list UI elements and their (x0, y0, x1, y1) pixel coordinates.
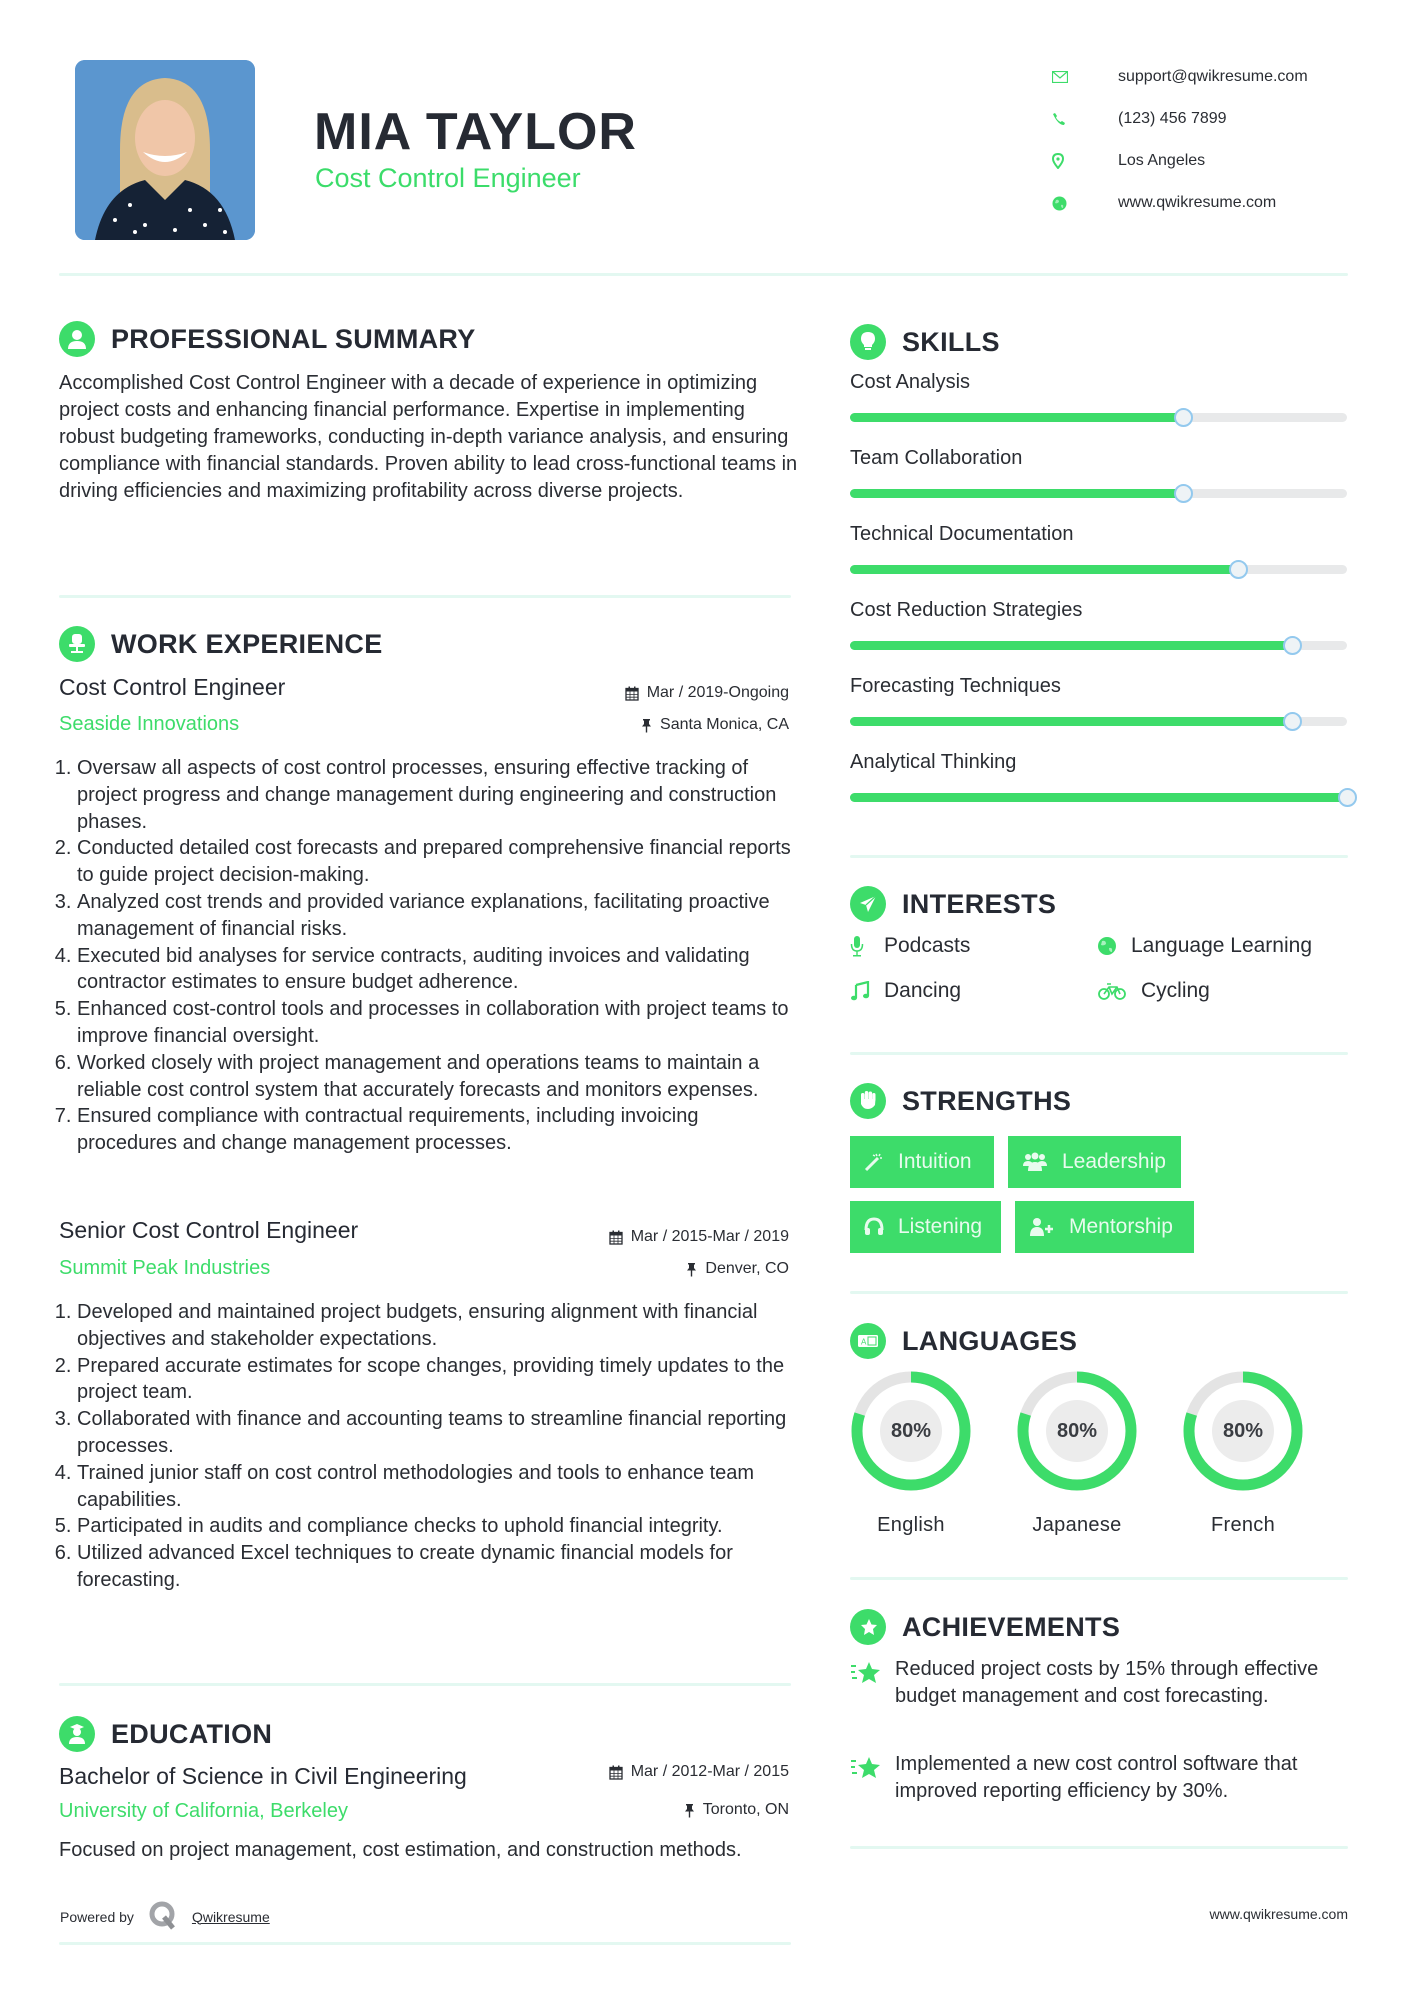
interests-heading: INTERESTS (850, 886, 1056, 922)
list-item: 1. Developed and maintained project budgets, ensuring alignment with financial objectives and stakeholder expectations. (77, 1299, 787, 1353)
calendar-icon (609, 1230, 623, 1245)
skill-slider-knob (1283, 636, 1302, 655)
list-item: 7. Ensured compliance with contractual requirements, including invoicing procedures and change management processes. (77, 1103, 797, 1157)
experience-divider (59, 1683, 791, 1686)
raised-fist-icon (850, 1083, 886, 1119)
job-responsibilities (47, 1299, 787, 1594)
contact-email[interactable]: support@qwikresume.com (1052, 56, 1308, 98)
skill-row: Technical Documentation (850, 523, 1350, 546)
skill-row: Analytical Thinking (850, 751, 1350, 774)
footer-divider (59, 1942, 791, 1945)
list-item: 3. Analyzed cost trends and provided variance explanations, facilitating proactive management of financial risks. (77, 889, 797, 943)
job-location: Denver, CO (686, 1260, 789, 1278)
job-location: Santa Monica, CA (641, 716, 789, 734)
school-name: University of California, Berkeley (59, 1800, 348, 1822)
shooting-star-icon (850, 1751, 895, 1804)
bicycle-icon (1097, 982, 1135, 1000)
education-description: Focused on project management, cost estimation, and construction methods. (59, 1839, 742, 1861)
achievements-heading: ACHIEVEMENTS (850, 1609, 1120, 1645)
list-item: 5. Participated in audits and compliance checks to uphold financial integrity. (77, 1513, 787, 1540)
powered-by: Powered by Qwikresume (60, 1900, 270, 1933)
job-company: Seaside Innovations (59, 713, 240, 735)
interest-item: Podcasts (850, 934, 970, 958)
phone-icon (1052, 112, 1082, 126)
education-dates: Mar / 2012-Mar / 2015 (609, 1763, 789, 1781)
language-japanese: 80% Japanese (1012, 1370, 1142, 1537)
languages-divider (850, 1577, 1348, 1580)
language-progress-ring: 80% (1182, 1370, 1304, 1492)
list-item: 3. Collaborated with finance and accounting teams to streamline financial reporting processes. (77, 1406, 787, 1460)
list-item: 2. Conducted detailed cost forecasts and prepared comprehensive financial reports to guide project decision-making. (77, 835, 797, 889)
achievement-item: Reduced project costs by 15% through effective budget management and cost forecasting. (850, 1656, 1370, 1709)
language-english: 80% English (846, 1370, 976, 1537)
skill-slider-knob (1229, 560, 1248, 579)
job-title: Cost Control Engineer (59, 674, 286, 700)
list-item: 4. Executed bid analyses for service contracts, auditing invoices and validating contractor estimates to ensure budget adherence. (77, 943, 797, 997)
qwikresume-link[interactable]: Qwikresume (191, 1908, 270, 1925)
graduate-icon (59, 1716, 95, 1752)
degree-title: Bachelor of Science in Civil Engineering (59, 1763, 467, 1789)
shooting-star-icon (850, 1656, 895, 1709)
skill-slider (850, 565, 1347, 574)
user-plus-icon (1029, 1217, 1055, 1237)
qwikresume-logo-icon (148, 1900, 178, 1933)
job-dates: Mar / 2019-Ongoing (625, 684, 789, 702)
skill-slider-knob (1283, 712, 1302, 731)
skill-slider (850, 413, 1347, 422)
skill-slider (850, 489, 1347, 498)
pushpin-icon (684, 1803, 695, 1818)
summary-text: Accomplished Cost Control Engineer with a decade of experience in optimizing project costs and enhancing financial performance. Expertise in implementing robust budgeting frameworks, conducting in-depth variance analysis, and ensuring compliance with financial standards. Proven ability to lead cross-functional teams in driving efficiencies and maximizing profitability across diverse projects. (59, 372, 798, 502)
skill-row: Cost Reduction Strategies (850, 599, 1350, 622)
magic-wand-icon (864, 1152, 884, 1172)
skills-divider (850, 855, 1348, 858)
profile-photo (75, 60, 255, 240)
header-divider (59, 273, 1348, 276)
job-company: Summit Peak Industries (59, 1257, 271, 1279)
contact-location: Los Angeles (1052, 140, 1308, 182)
skill-slider (850, 717, 1347, 726)
microphone-icon (850, 935, 878, 957)
experience-heading: WORK EXPERIENCE (59, 626, 383, 662)
skill-slider-knob (1174, 484, 1193, 503)
skill-slider (850, 793, 1347, 802)
interest-item: Cycling (1097, 979, 1210, 1003)
contact-phone[interactable]: (123) 456 7899 (1052, 98, 1308, 140)
achievement-item: Implemented a new cost control software that improved reporting efficiency by 30%. (850, 1751, 1370, 1804)
interest-item: Language Learning (1097, 934, 1312, 958)
language-french: 80% French (1178, 1370, 1308, 1537)
globe-icon (1052, 196, 1082, 211)
star-badge-icon (850, 1609, 886, 1645)
paper-plane-icon (850, 886, 886, 922)
users-icon (1022, 1152, 1048, 1172)
skill-row: Forecasting Techniques (850, 675, 1350, 698)
job-dates: Mar / 2015-Mar / 2019 (609, 1228, 789, 1246)
education-location: Toronto, ON (684, 1801, 789, 1819)
languages-heading: A LANGUAGES (850, 1323, 1077, 1359)
candidate-name: MIA TAYLOR (314, 103, 637, 161)
user-icon (59, 321, 95, 357)
interests-divider (850, 1052, 1348, 1055)
language-progress-ring: 80% (1016, 1370, 1138, 1492)
strength-chip-listening: Listening (850, 1201, 1001, 1253)
strengths-divider (850, 1291, 1348, 1294)
summary-divider (59, 595, 791, 598)
achievements-divider (850, 1846, 1348, 1849)
strength-chip-leadership: Leadership (1008, 1136, 1181, 1188)
calendar-icon (609, 1765, 623, 1780)
headphones-icon (864, 1217, 884, 1237)
skill-slider-knob (1174, 408, 1193, 427)
education-heading: EDUCATION (59, 1716, 272, 1752)
job-responsibilities (47, 755, 797, 1157)
summary-heading: PROFESSIONAL SUMMARY (59, 321, 476, 357)
lightbulb-icon (850, 324, 886, 360)
language-progress-ring: 80% (850, 1370, 972, 1492)
pushpin-icon (641, 718, 652, 733)
strength-chip-mentorship: Mentorship (1015, 1201, 1194, 1253)
interest-item: Dancing (850, 979, 961, 1003)
translate-icon (850, 1323, 886, 1359)
contact-website[interactable]: www.qwikresume.com (1052, 182, 1308, 224)
contact-list (1052, 56, 1308, 224)
skills-heading: SKILLS (850, 324, 1000, 360)
skill-row: Cost Analysis (850, 371, 1350, 394)
map-pin-icon (1052, 153, 1082, 169)
job-title: Senior Cost Control Engineer (59, 1217, 359, 1243)
globe-icon (1097, 936, 1125, 956)
strengths-heading: STRENGTHS (850, 1083, 1071, 1119)
candidate-title: Cost Control Engineer (315, 163, 581, 193)
office-chair-icon (59, 626, 95, 662)
pushpin-icon (686, 1262, 697, 1277)
list-item: 2. Prepared accurate estimates for scope changes, providing timely updates to the project team. (77, 1353, 787, 1407)
svg-text:A: A (861, 1337, 867, 1347)
envelope-icon (1052, 71, 1082, 83)
strength-chip-intuition: Intuition (850, 1136, 994, 1188)
list-item: 1. Oversaw all aspects of cost control processes, ensuring effective tracking of project progress and change management during engineering and construction phases. (77, 755, 797, 835)
skill-slider-knob (1338, 788, 1357, 807)
list-item: 6. Worked closely with project management and operations teams to maintain a reliable cost control system that accurately forecasts and monitors expenses. (77, 1050, 797, 1104)
music-note-icon (850, 981, 878, 1001)
skill-slider (850, 641, 1347, 650)
skill-row: Team Collaboration (850, 447, 1350, 470)
list-item: 6. Utilized advanced Excel techniques to create dynamic financial models for forecasting. (77, 1540, 787, 1594)
calendar-icon (625, 686, 639, 701)
footer-website[interactable]: www.qwikresume.com (1209, 1906, 1348, 1922)
list-item: 5. Enhanced cost-control tools and processes in collaboration with project teams to improve financial oversight. (77, 996, 797, 1050)
list-item: 4. Trained junior staff on cost control methodologies and tools to enhance team capabilities. (77, 1460, 787, 1514)
